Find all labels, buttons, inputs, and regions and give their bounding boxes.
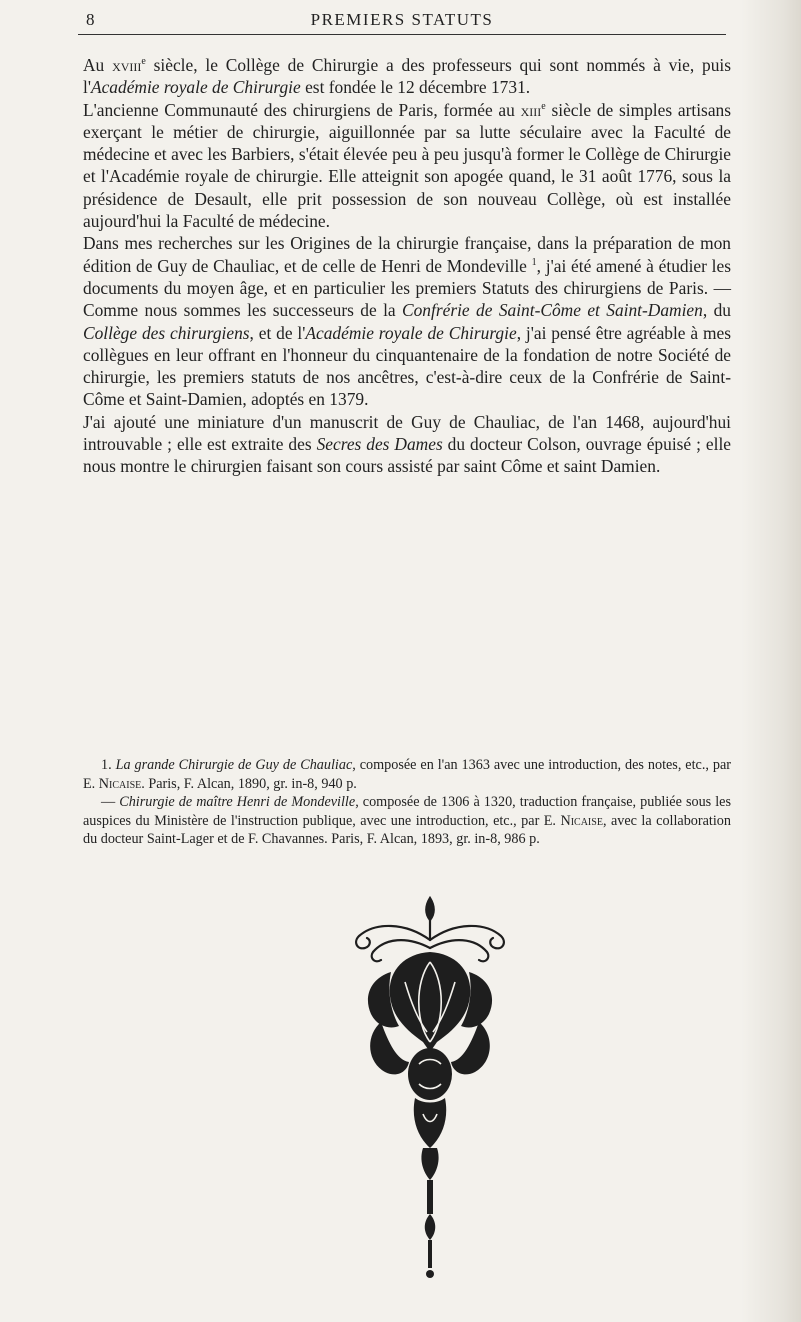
paragraph-4 <box>83 411 731 478</box>
page-header <box>78 8 726 34</box>
footnotes <box>83 756 731 849</box>
p2-sup: e <box>541 100 546 112</box>
paragraph-3 <box>83 232 731 410</box>
p3-text-b: , j'ai été amené à étudier les documents du moyen âge, et en particulier les premiers Statuts des chirurgiens de Paris. — Comme nous sommes les successeurs de la <box>83 255 732 321</box>
f1-name: Nicaise <box>98 775 142 792</box>
page-number: 8 <box>86 10 95 29</box>
p1-century: xviii <box>112 55 142 75</box>
p1-text-b: siècle, le Collège de Chirurgie a des professeurs qui sont nommés à vie, puis l' <box>83 55 731 98</box>
footnote-1 <box>83 756 731 793</box>
header-rule <box>78 34 726 35</box>
f1-number: 1. <box>101 757 116 773</box>
p3-footnote-ref: 1 <box>531 256 537 268</box>
p4-italic: Secres des Dames <box>316 434 443 455</box>
p1-sup: e <box>141 56 146 68</box>
f2-dash: — <box>101 794 120 811</box>
f1-text-a: , composée en l'an 1363 avec une introduction, des notes, etc., par E. <box>83 757 731 792</box>
page-edge-shadow <box>741 0 801 1322</box>
f2-text-b: , avec la collaboration du docteur Saint-Lager et de F. Chavannes. Paris, F. Alcan, 1893, gr. in-8, 986 p. <box>83 812 731 848</box>
p3-italic-3: Académie royale de Chirurgie <box>305 322 517 343</box>
p2-text-a: L'ancienne Communauté des chirurgiens de Paris, formée au <box>83 99 521 120</box>
p3-text-c: , du <box>702 300 731 321</box>
p4-text-a: J'ai ajouté une miniature d'un manuscrit de Guy de Chauliac, de l'an 1468, aujourd'hui introuvable ; elle est extraite des <box>83 411 731 455</box>
f1-italic: La grande Chirurgie de Guy de Chauliac <box>115 757 353 773</box>
p1-text-a: Au <box>83 55 113 75</box>
p3-text-a: Dans mes recherches sur les Origines de la chirurgie française, dans la préparation de mon édition de Guy de Chauliac, et de celle de Henri de Mondeville <box>83 233 731 276</box>
p4-text-b: du docteur Colson, ouvrage épuisé ; elle nous montre le chirurgien faisant son cours assisté par saint Côme et saint Damien. <box>83 434 732 477</box>
p3-italic-2: Collège des chirurgiens <box>83 322 250 343</box>
p3-text-e: , j'ai pensé être agréable à mes collègues en leur offrant en l'honneur du cinquantenaire de la fondation de notre Société de chirurgie, les premiers statuts de nos ancêtres, c'est-à-dire ceux de la Confrérie de Saint-Côme et Saint-Damien, adoptés en 1379. <box>83 322 731 410</box>
fleuron-ornament <box>345 892 515 1282</box>
running-title: PREMIERS STATUTS <box>310 10 494 29</box>
p1-text-c: est fondée le 12 décembre 1731. <box>300 77 531 98</box>
footnote-2 <box>83 793 731 849</box>
f2-name: Nicaise <box>560 812 603 829</box>
f1-text-b: . Paris, F. Alcan, 1890, gr. in-8, 940 p. <box>141 775 357 792</box>
p3-italic-1: Confrérie de Saint-Côme et Saint-Damien <box>402 300 703 321</box>
p3-text-d: , et de l' <box>249 322 306 343</box>
f2-italic: Chirurgie de maître Henri de Mondeville <box>119 794 356 811</box>
f2-text-a: , composée de 1306 à 1320, traduction française, publiée sous les auspices du Ministère de l'instruction publique, avec une introduction, etc., par E. <box>83 794 732 829</box>
paragraph-1 <box>83 54 731 99</box>
p2-century: xiii <box>520 99 542 120</box>
body-text <box>83 54 731 478</box>
p1-italic: Académie royale de Chirurgie <box>90 77 301 98</box>
p2-text-b: siècle de simples artisans exerçant le métier de chirurgie, aiguillonnée par sa lutte séculaire avec la Faculté de médecine et avec les Barbiers, s'était élevée peu à peu jusqu'à former le Collège de Chirurgie et l'Académie royale de chirurgie. Elle atteignit son apogée quand, le 31 août 1776, sous la présidence de Desault, elle prit possession de son nouveau Collège, où est installée aujourd'hui la Faculté de médecine. <box>83 99 732 232</box>
paragraph-2 <box>83 99 731 233</box>
